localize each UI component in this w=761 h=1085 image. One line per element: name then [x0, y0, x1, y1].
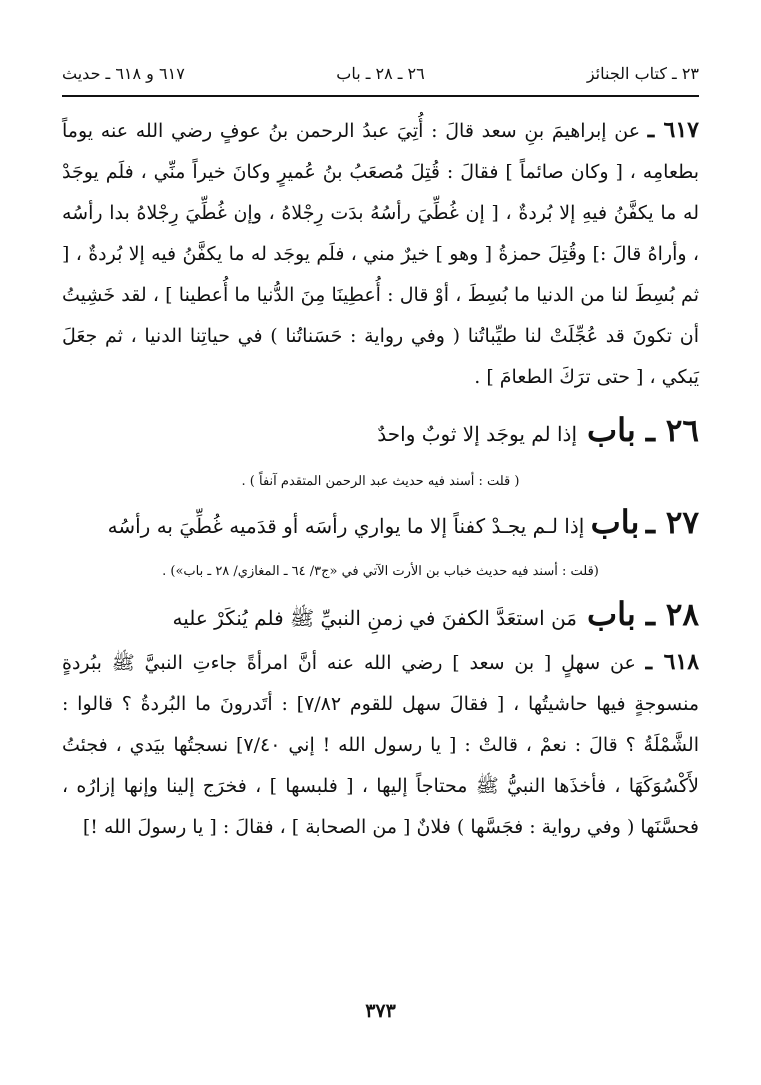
bab-26-number: ٢٦ ـ — [645, 413, 699, 449]
bab-27-word: باب — [590, 503, 640, 541]
bab-28-word: باب — [587, 595, 636, 633]
bab-26-word: باب — [587, 411, 636, 449]
bab-28-title: مَن استعَدَّ الكفنَ في زمنِ النبيِّ ﷺ فلم يُنكَرْ عليه — [172, 606, 578, 630]
hadith-617-text: عن إبراهيمَ بنِ سعد قالَ : أُتِيَ عبدُ الرحمن بنُ عوفٍ رضي الله عنه يوماً بطعامِه ، [ وكان صائماً ] فقالَ : قُتِلَ مُصعَبُ بنُ عُميرٍ وكانَ خيراً منِّي ، فلَم يوجَدْ له ما يكفَّنُ فيهِ إلا بُردةٌ ، [ إن غُطِّيَ رأسُهُ بدَت رِجْلاهُ ، وإن غُطِّيَ رِجْلاهُ بدا رأسُه ، وأراهُ قالَ :] وقُتِلَ حمزةُ [ وهو ] خيرٌ مني ، فلَم يوجَد له ما يكفَّنُ فيه إلا بُردةٌ ، [ ثم بُسِطَ لنا من الدنيا ما بُسِطَ ، أوْ قال : أُعطِينَا مِنَ الدُّنيا ما أُعطينا ] ، لقد خَشِيتُ أن تكونَ قد عُجِّلَتْ لنا طيِّباتُنا ( وفي رواية : حَسَناتُنا ) في حياتِنا الدنيا ، ثم جعَلَ يَبكي ، [ حتى ترَكَ الطعامَ ] . — [62, 120, 699, 388]
bab-27-note: (قلت : أسند فيه حديث خباب بن الأرت الآتي في «ج٣/ ٦٤ ـ المغازي/ ٢٨ ـ باب») . — [162, 564, 599, 579]
bab-26-title: إذا لم يوجَد إلا ثوبٌ واحدٌ — [377, 422, 578, 446]
header-book-title: ٢٣ ـ كتاب الجنائز — [586, 63, 699, 83]
hadith-618-number: ٦١٨ ـ — [645, 649, 700, 675]
hadith-617 — [62, 110, 699, 398]
page-number: ٣٧٣ — [365, 1000, 396, 1022]
header-hadith-range: ٦١٧ و ٦١٨ ـ حديث — [62, 63, 185, 83]
bab-26-heading — [62, 406, 699, 458]
bab-27-title: إذا لـم يجـدْ كفناً إلا ما يواري رأسَه أو قدَميه غُطِّيَ به رأسُه — [107, 514, 585, 538]
bab-27-heading — [62, 500, 699, 548]
hadith-618 — [62, 642, 699, 848]
bab-27-number: ٢٧ ـ — [645, 505, 699, 541]
running-header — [62, 56, 699, 90]
page-content — [62, 110, 699, 848]
bab-26-note: ( قلت : أسند فيه حديث عبد الرحمن المتقدم آنفاً ) . — [241, 474, 520, 489]
header-chapter-range: ٢٦ ـ ٢٨ ـ باب — [336, 63, 425, 83]
hadith-618-text: عن سهلٍ [ بن سعد ] رضي الله عنه أنَّ امرأةً جاءتِ النبيَّ ﷺ ببُردةٍ منسوجةٍ فيها حاشيتُها ، [ فقالَ سهل للقوم ٧/٨٢] : أتَدرونَ ما البُردةُ ؟ قالوا : الشَّمْلَةُ ؟ قالَ : نعمْ ، قالتْ : [ يا رسول الله ! إني ٧/٤٠] نسجتُها بيَدي ، فجئتُ لأَكْسُوَكَهَا ، فأخذَها النبيُّ ﷺ محتاجاً إليها ، [ فلبسها ] ، فخرَج إلينا وإنها إزارُه ، فحسَّنَها ( وفي رواية : فجَسَّها ) فلانٌ [ من الصحابة ] ، فقالَ : [ يا رسولَ الله !] — [62, 652, 700, 838]
hadith-617-number: ٦١٧ ـ — [647, 117, 699, 143]
bab-28-heading — [62, 590, 699, 642]
header-divider — [62, 95, 699, 97]
bab-28-number: ٢٨ ـ — [645, 597, 699, 633]
